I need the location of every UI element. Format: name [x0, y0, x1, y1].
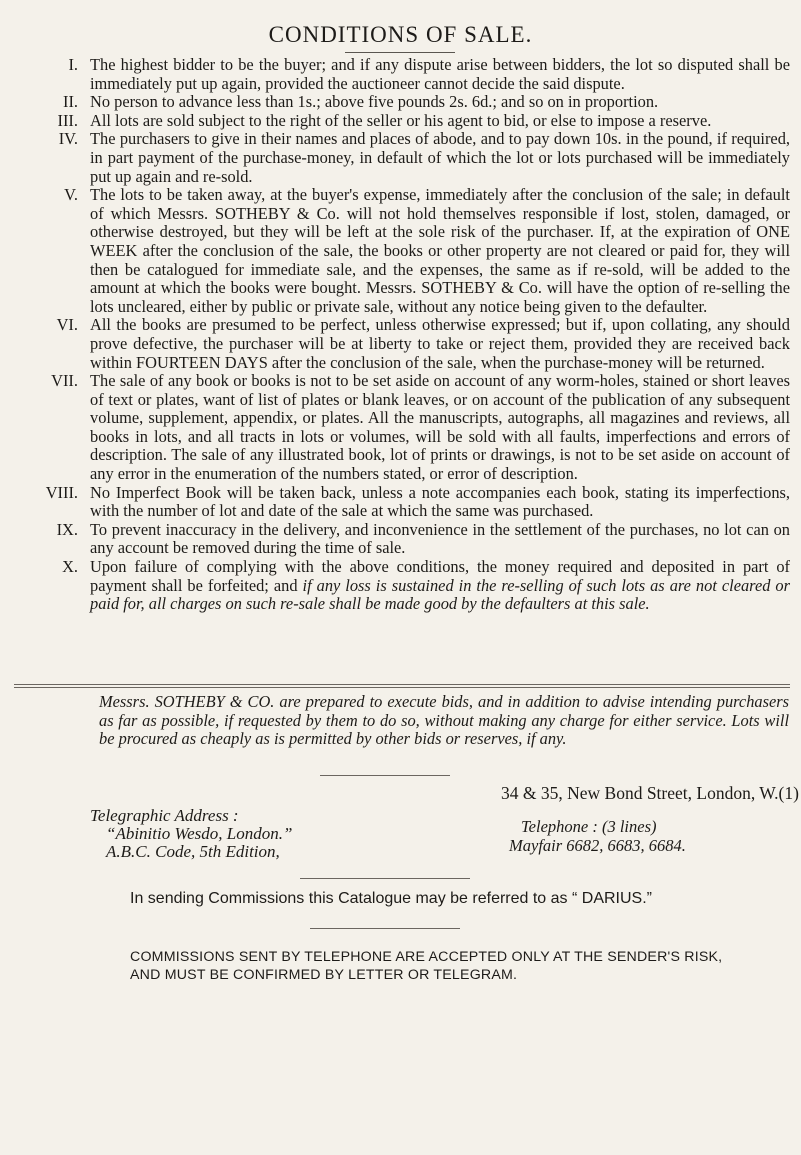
condition-number: III.	[57, 110, 78, 130]
divider	[14, 684, 790, 685]
divider	[310, 928, 460, 929]
bids-notice: Messrs. SOTHEBY & CO. are prepared to execute bids, and in addition to advise intending purchasers as far as possible, if requested by them to do so, without making any charge for either service. Lots will be procured as cheaply as is permitted by other bids or reserves, if any.	[99, 692, 789, 749]
condition-number: VII.	[51, 371, 78, 391]
warning-line: AND MUST BE CONFIRMED BY LETTER OR TELEGRAM.	[130, 967, 518, 983]
condition-item	[14, 558, 790, 614]
condition-text-plain: Upon failure of complying with the above conditions, the money required and deposited in part of payment shall be forfeited; and	[90, 557, 790, 595]
condition-text: No person to advance less than 1s.; above five pounds 2s. 6d.; and so on in proportion.	[90, 92, 659, 112]
condition-number: X.	[62, 557, 78, 577]
warning-line: COMMISSIONS SENT BY TELEPHONE ARE ACCEPTED ONLY AT THE SENDER'S RISK,	[130, 949, 723, 965]
page-title: CONDITIONS OF SALE.	[268, 22, 533, 47]
condition-text: No Imperfect Book will be taken back, unless a note accompanies each book, stating its imperfections, with the number of lot and date of the sale at which the same was purchased.	[90, 482, 790, 521]
condition-text: The highest bidder to be the buyer; and if any dispute arise between bidders, the lot so disputed shall be immediately put up again, provided the auctioneer cannot decide the said dispute.	[90, 55, 790, 93]
condition-item	[14, 130, 790, 186]
condition-number: IV.	[58, 129, 78, 149]
condition-item	[14, 186, 790, 316]
telegraph-address: “Abinitio Wesdo, London.”	[106, 824, 293, 843]
condition-item	[14, 521, 790, 558]
telephone-numbers: Mayfair 6682, 6683, 6684.	[509, 836, 686, 855]
condition-item	[14, 93, 790, 112]
condition-item	[14, 372, 790, 484]
telegraph-code: A.B.C. Code, 5th Edition,	[106, 842, 280, 861]
condition-number: VI.	[56, 315, 78, 335]
divider	[14, 687, 790, 688]
condition-text: All the books are presumed to be perfect, unless otherwise expressed; but if, upon collating, any should prove defective, the purchaser will be at liberty to take or reject them, provided they are received back within FOURTEEN DAYS after the conclusion of the sale, when the purchase-money will be returned.	[90, 315, 790, 372]
telegraph-label: Telegraphic Address :	[90, 806, 239, 825]
condition-text: The lots to be taken away, at the buyer's expense, immediately after the conclusion of the sale; in default of which Messrs. SOTHEBY & Co. will not hold themselves responsible if lost, stolen, damaged, or otherwise destroyed, but they will be left at the sole risk of the purchaser. If, at the expiration of ONE WEEK after the conclusion of the sale, the books or other property are not cleared or paid for, they will then be catalogued for immediate sale, and the expenses, the same as if re-sold, will be added to the amount at which the books were bought. Messrs. SOTHEBY & Co. will have the option of re-selling the lots uncleared, either by public or private sale, without any notice being given to the defaulter.	[90, 185, 790, 316]
condition-text: All lots are sold subject to the right of the seller or his agent to bid, or else to impose a reserve.	[90, 110, 712, 130]
condition-number: V.	[64, 185, 78, 205]
divider	[320, 775, 450, 776]
condition-text: The sale of any book or books is not to be set aside on account of any worm-holes, stained or short leaves of text or plates, want of list of plates or blank leaves, or on account of the publication of any subsequent volume, supplement, appendix, or plates. All the manuscripts, autographs, all magazines and reviews, all books in lots, and all tracts in lots or volumes, will be sold with all faults, imperfections and errors of description. The sale of any illustrated book, lot of prints or drawings, is not to be set aside on account of any error in the enumeration of the numbers stated, or error of description.	[90, 371, 790, 484]
condition-text	[90, 558, 790, 614]
condition-text: The purchasers to give in their names and places of abode, and to pay down 10s. in the pound, if required, in part payment of the purchase-money, in default of which the lot or lots purchased will be immediately put up again and re-sold.	[90, 129, 790, 186]
title-underline	[345, 52, 455, 53]
condition-item	[14, 56, 790, 93]
condition-number: I.	[68, 55, 78, 74]
condition-number: II.	[62, 92, 78, 112]
condition-number: VIII.	[45, 482, 78, 502]
condition-number: IX.	[56, 519, 78, 539]
condition-item	[14, 112, 790, 131]
telephone-block	[509, 817, 799, 855]
divider	[300, 878, 470, 879]
telegraph-block	[90, 807, 420, 861]
condition-item	[14, 484, 790, 521]
conditions-list	[14, 56, 790, 614]
telephone-label: Telephone : (3 lines)	[521, 817, 657, 836]
commissions-note: In sending Commissions this Catalogue may be referred to as “ DARIUS.”	[130, 890, 652, 907]
condition-text-italic: if any loss is sustained in the re-selling of such lots as are not cleared or paid for, all charges on such re-sale shall be made good by the defaulters at this sale.	[90, 575, 790, 614]
office-address: 34 & 35, New Bond Street, London, W.(1)	[501, 783, 799, 803]
condition-item	[14, 316, 790, 372]
telephone-warning	[130, 948, 785, 984]
condition-text: To prevent inaccuracy in the delivery, and inconvenience in the settlement of the purchases, no lot can on any account be removed during the time of sale.	[90, 519, 790, 558]
